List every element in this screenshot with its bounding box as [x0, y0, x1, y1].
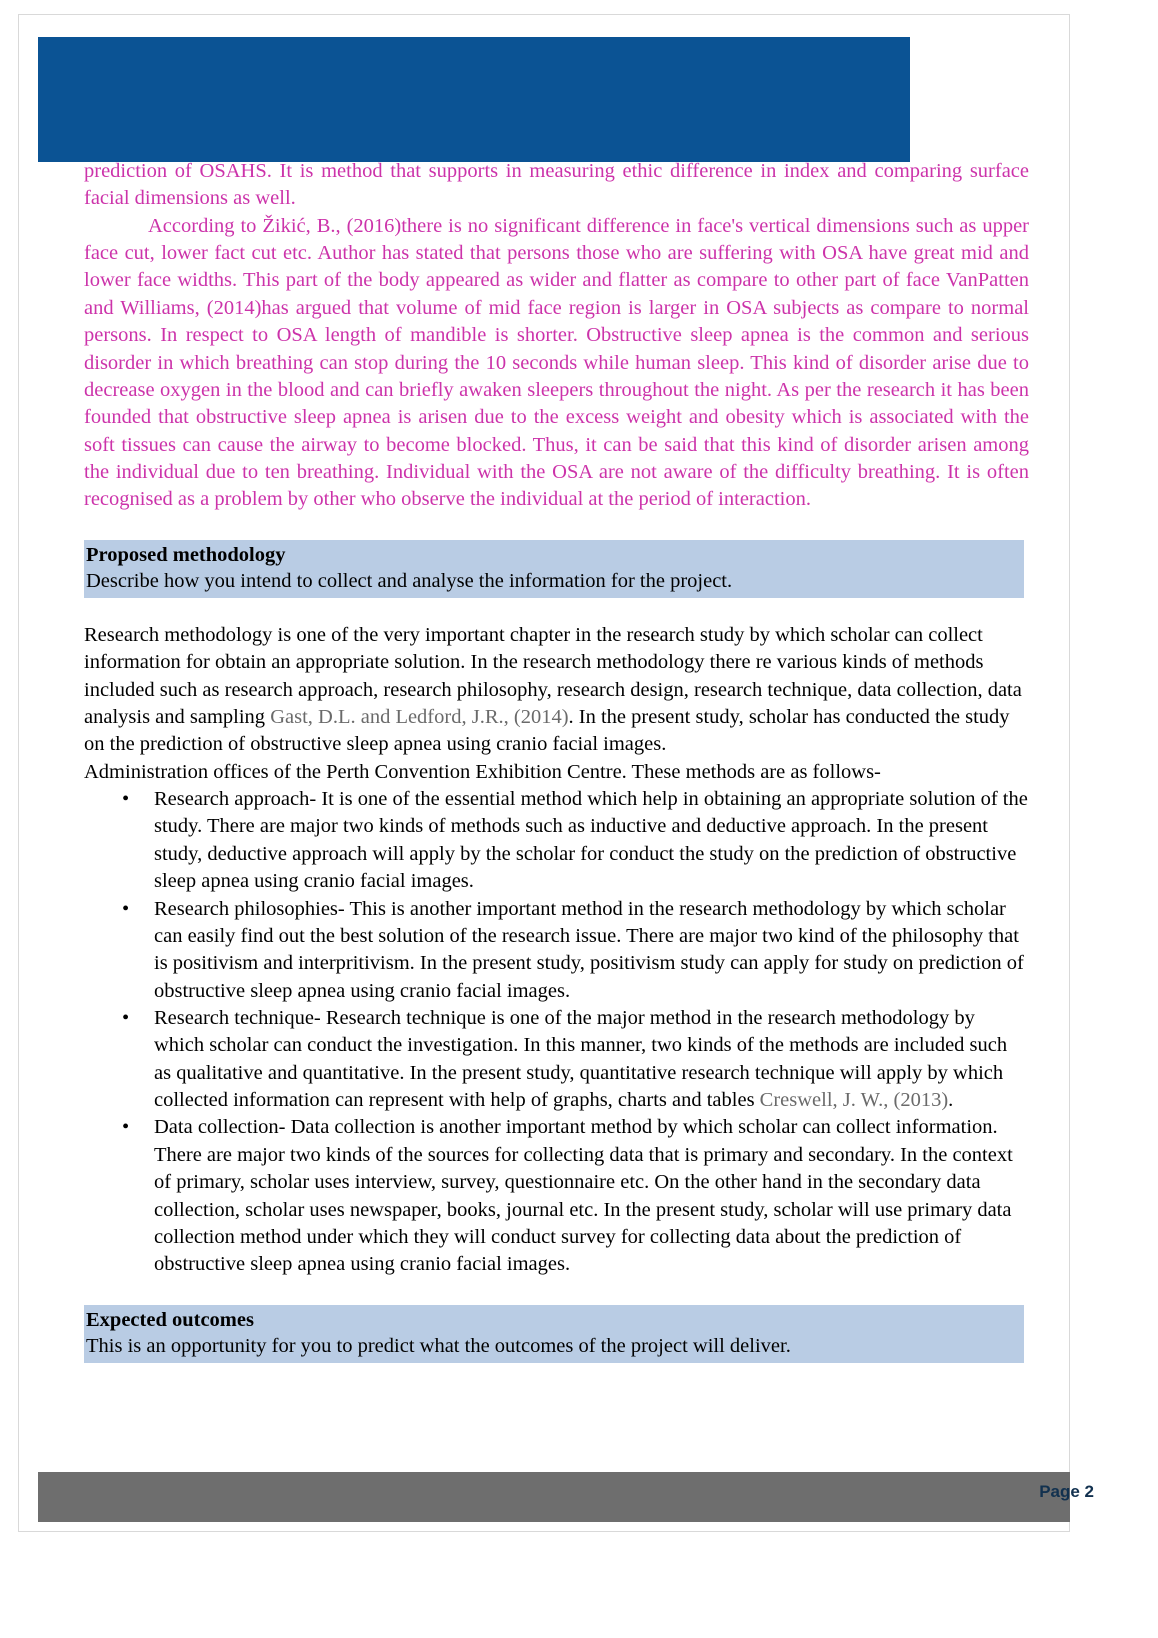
- list-item: [84, 1114, 1029, 1278]
- section-header-proposed-methodology: [84, 540, 1024, 598]
- list-item: [84, 896, 1029, 1005]
- methodology-intro-part1: Research methodology is one of the very important chapter in the research study by which scholar can collect information for obtain an appropriate solution. In the research methodology there re various kinds of methods included such as research approach, research philosophy, research design, research technique, data collection, data analysis and sampling: [84, 623, 1022, 729]
- citation-creswell: Creswell, J. W., (2013): [759, 1089, 949, 1112]
- list-item-text-part1: Research technique- Research technique is one of the major method in the research methodology by which scholar can conduct the investigation. In this manner, two kinds of the methods are included such as qualitative and quantitative. In the present study, quantitative research technique will apply by which collected information can represent with help of graphs, charts and tables: [154, 1006, 1008, 1112]
- citation-gast-ledford: Gast, D.L. and Ledford, J.R., (2014): [270, 706, 569, 729]
- pink-paragraph-1: prediction of OSAHS. It is method that supports in measuring ethic difference in index and comparing surface facial dimensions as well.: [84, 160, 1029, 210]
- section-header-expected-outcomes: [84, 1305, 1024, 1363]
- list-item: [84, 1005, 1029, 1114]
- methodology-lead-in: Administration offices of the Perth Convention Exhibition Centre. These methods are as follows-: [84, 760, 881, 783]
- document-content: [84, 158, 1029, 1363]
- list-item: [84, 786, 1029, 895]
- header-banner: [38, 37, 910, 162]
- bullet-icon: •: [122, 897, 130, 920]
- list-item-text: Data collection- Data collection is another important method by which scholar can collect information. There are major two kinds of the sources for collecting data that is primary and secondary. In the context of primary, scholar uses interview, survey, questionnaire etc. On the other hand in the secondary data collection, scholar uses newspaper, books, journal etc. In the present study, scholar will use primary data collection method under which they will conduct survey for collecting data about the prediction of obstructive sleep apnea using cranio facial images.: [154, 1116, 1013, 1276]
- methodology-intro-paragraph: [84, 622, 1029, 759]
- section-subtitle: This is an opportunity for you to predict what the outcomes of the project will deliver.: [86, 1335, 791, 1358]
- list-item-text: Research philosophies- This is another important method in the research methodology by which scholar can easily find out the best solution of the research issue. There are major two kind of the philosophy that is positivism and interpritivism. In the present study, positivism study can apply for study on prediction of obstructive sleep apnea using cranio facial images.: [154, 897, 1024, 1002]
- methodology-intro-part2: . In the present study, scholar has conducted the study on the prediction of obstructive sleep apnea using cranio facial images.: [84, 706, 1010, 756]
- bullet-icon: •: [122, 788, 130, 811]
- methodology-bullet-list: [84, 786, 1029, 1278]
- section-subtitle: Describe how you intend to collect and analyse the information for the project.: [86, 570, 733, 593]
- bullet-icon: •: [122, 1006, 130, 1029]
- section-title: Expected outcomes: [86, 1308, 254, 1331]
- section-title: Proposed methodology: [86, 543, 286, 566]
- list-item-text-part2: .: [948, 1089, 954, 1112]
- footer-bar: [38, 1472, 1070, 1522]
- list-item-text: Research approach- It is one of the essential method which help in obtaining an appropriate solution of the study. There are major two kinds of methods such as inductive and deductive approach. In the present study, deductive approach will apply by the scholar for conduct the study on the prediction of obstructive sleep apnea using cranio facial images.: [154, 788, 1028, 893]
- page-number: Page 2: [1039, 1482, 1094, 1501]
- bullet-icon: •: [122, 1116, 130, 1139]
- pink-paragraph-2: According to Žikić, B., (2016)there is no significant difference in face's vertical dimensions such as upper face cut, lower fact cut etc. Author has stated that persons those who are suffering with OSA have great mid and lower face widths. This part of the body appeared as wider and flatter as compare to other part of face VanPatten and Williams, (2014)has argued that volume of mid face region is larger in OSA subjects as compare to normal persons. In respect to OSA length of mandible is shorter. Obstructive sleep apnea is the common and serious disorder in which breathing can stop during the 10 seconds while human sleep. This kind of disorder arise due to decrease oxygen in the blood and can briefly awaken sleepers throughout the night. As per the research it has been founded that obstructive sleep apnea is arisen due to the excess weight and obesity which is associated with the soft tissues can cause the airway to become blocked. Thus, it can be said that this kind of disorder arisen among the individual due to ten breathing. Individual with the OSA are not aware of the difficulty breathing. It is often recognised as a problem by other who observe the individual at the period of interaction.: [84, 214, 1029, 511]
